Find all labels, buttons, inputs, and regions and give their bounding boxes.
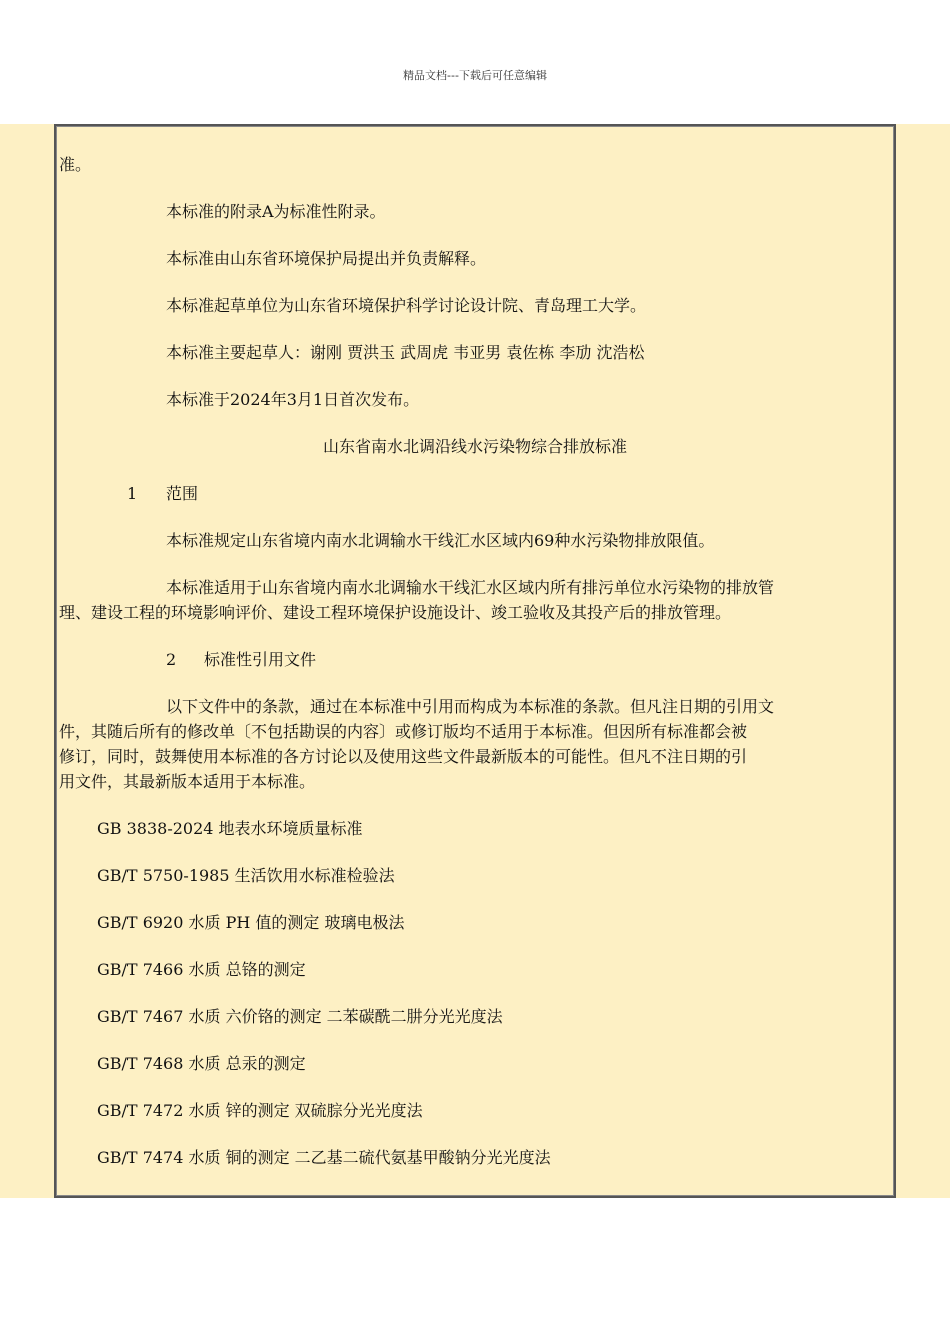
paragraph-line: 用文件，其最新版本适用于本标准。	[59, 772, 316, 791]
foreword-line: 本标准起草单位为山东省环境保护科学讨论设计院、青岛理工大学。	[166, 296, 647, 315]
reference-item: GB/T 7468 水质 总汞的测定	[97, 1054, 306, 1073]
reference-item: GB/T 6920 水质 PH 值的测定 玻璃电极法	[97, 913, 405, 932]
section-heading: 标准性引用文件	[204, 650, 317, 669]
document-frame	[54, 124, 896, 1198]
reference-item: GB/T 5750-1985 生活饮用水标准检验法	[97, 866, 395, 885]
continued-tail: 准。	[59, 155, 92, 174]
section-heading: 范围	[166, 484, 199, 503]
foreword-line: 本标准的附录A为标准性附录。	[166, 202, 386, 221]
reference-item: GB/T 7467 水质 六价铬的测定 二苯碳酰二肼分光光度法	[97, 1007, 503, 1026]
section-number: 2	[166, 650, 177, 669]
reference-item: GB 3838-2024 地表水环境质量标准	[97, 819, 363, 838]
paragraph-line: 本标准规定山东省境内南水北调输水干线汇水区域内69种水污染物排放限值。	[166, 531, 715, 550]
paragraph-line: 本标准适用于山东省境内南水北调输水干线汇水区域内所有排污单位水污染物的排放管	[166, 578, 775, 597]
foreword-line: 本标准于2024年3月1日首次发布。	[166, 390, 420, 409]
page-header: 精品文档---下载后可任意编辑	[403, 69, 547, 82]
section-number: 1	[127, 484, 138, 503]
reference-item: GB/T 7466 水质 总铬的测定	[97, 960, 306, 979]
foreword-line: 本标准由山东省环境保护局提出并负责解释。	[166, 249, 487, 268]
paragraph-line: 修订，同时，鼓舞使用本标准的各方讨论以及使用这些文件最新版本的可能性。但凡不注日期的引	[59, 747, 748, 766]
paragraph-line: 理、建设工程的环境影响评价、建设工程环境保护设施设计、竣工验收及其投产后的排放管理。	[59, 603, 732, 622]
reference-item: GB/T 7472 水质 锌的测定 双硫腙分光光度法	[97, 1101, 423, 1120]
reference-item: GB/T 7474 水质 铜的测定 二乙基二硫代氨基甲酸钠分光光度法	[97, 1148, 551, 1167]
document-title: 山东省南水北调沿线水污染物综合排放标准	[322, 437, 627, 456]
paragraph-line: 以下文件中的条款，通过在本标准中引用而构成为本标准的条款。但凡注日期的引用文	[166, 697, 775, 716]
paragraph-line: 件，其随后所有的修改单〔不包括勘误的内容〕或修订版均不适用于本标准。但因所有标准都会被	[59, 722, 748, 741]
foreword-line: 本标准主要起草人：谢刚 贾洪玉 武周虎 韦亚男 袁佐栋 李劢 沈浩松	[166, 343, 645, 362]
